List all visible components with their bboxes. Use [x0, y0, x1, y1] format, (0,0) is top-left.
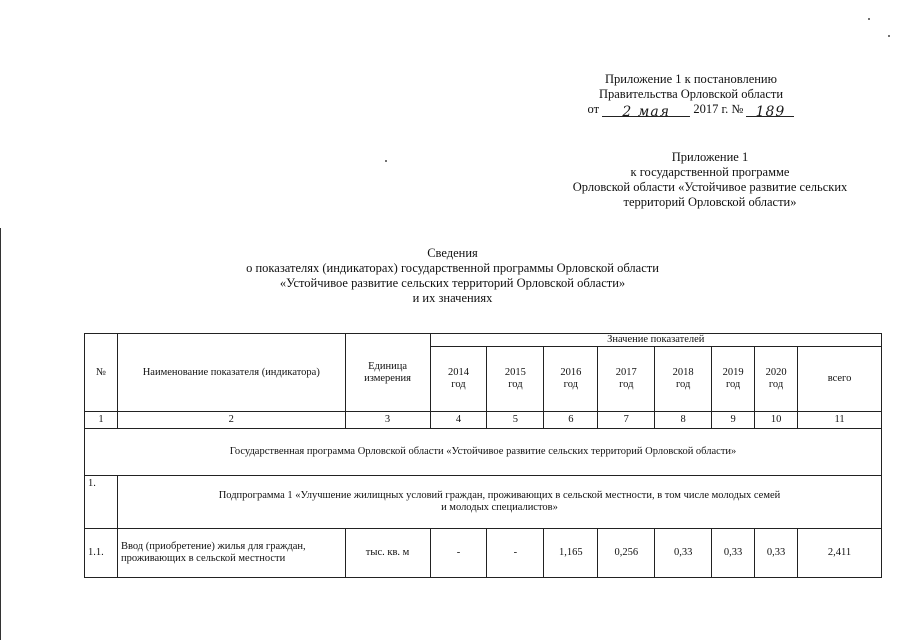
- column-number: 4: [430, 412, 487, 429]
- column-number: 3: [345, 412, 430, 429]
- annex-header: [520, 150, 900, 210]
- annex-line-4: территорий Орловской области»: [623, 195, 797, 209]
- date-year: 2017 г. №: [693, 102, 744, 116]
- header-year: 2020 год: [755, 347, 798, 412]
- title-line-4: и их значениях: [412, 291, 493, 305]
- row-value-2015: -: [487, 529, 544, 578]
- scan-speck: [385, 160, 387, 162]
- indicators-table: [84, 333, 882, 578]
- header-line-2: Правительства Орловской области: [598, 87, 784, 101]
- program-title-row: [85, 429, 882, 476]
- subprogram-title: [117, 476, 881, 529]
- date-prefix: от: [587, 102, 600, 116]
- table-header-row: [85, 334, 882, 347]
- header-year: 2019 год: [712, 347, 755, 412]
- table-row: [85, 529, 882, 578]
- row-value-total: 2,411: [798, 529, 882, 578]
- subprogram-row: [85, 476, 882, 529]
- number-handwritten-field: [746, 103, 794, 120]
- document-title: [0, 246, 905, 306]
- title-line-3: «Устойчивое развитие сельских территорий Орловской области»: [279, 276, 626, 290]
- header-year: 2016 год: [544, 347, 598, 412]
- row-number: 1.1.: [85, 529, 118, 578]
- subprogram-title-line-2: и молодых специалистов»: [441, 502, 558, 513]
- header-year: 2015 год: [487, 347, 544, 412]
- handwritten-date: 2 мая: [622, 104, 670, 120]
- column-numbers-row: [85, 412, 882, 429]
- resolution-header: [561, 72, 821, 120]
- row-value-2016: 1,165: [544, 529, 598, 578]
- row-value-2017: 0,256: [598, 529, 655, 578]
- header-year: 2017 год: [598, 347, 655, 412]
- annex-line-1: Приложение 1: [671, 150, 749, 164]
- row-value-2018: 0,33: [655, 529, 712, 578]
- column-number: 6: [544, 412, 598, 429]
- header-values: Значение показателей: [430, 334, 881, 347]
- header-number: №: [85, 334, 118, 412]
- title-line-1: Сведения: [427, 246, 478, 260]
- header-unit: Единица измерения: [345, 334, 430, 412]
- row-value-2014: -: [430, 529, 487, 578]
- handwritten-number: 189: [755, 104, 786, 120]
- header-date-line: [561, 102, 821, 120]
- header-year: 2014 год: [430, 347, 487, 412]
- column-number: 10: [755, 412, 798, 429]
- column-number: 11: [798, 412, 882, 429]
- column-number: 2: [117, 412, 345, 429]
- scan-speck: [868, 18, 870, 20]
- row-value-2019: 0,33: [712, 529, 755, 578]
- column-number: 8: [655, 412, 712, 429]
- scan-speck: [888, 35, 890, 37]
- subprogram-title-line-1: Подпрограмма 1 «Улучшение жилищных условий граждан, проживающих в сельской местности, в том числе молодых семей: [218, 490, 781, 501]
- row-unit: тыс. кв. м: [345, 529, 430, 578]
- title-line-2: о показателях (индикаторах) государственной программы Орловской области: [246, 261, 659, 275]
- annex-line-3: Орловской области «Устойчивое развитие сельских: [572, 180, 848, 194]
- program-title: Государственная программа Орловской области «Устойчивое развитие сельских территорий Орловской области»: [85, 429, 882, 476]
- row-value-2020: 0,33: [755, 529, 798, 578]
- header-indicator-name: Наименование показателя (индикатора): [117, 334, 345, 412]
- column-number: 9: [712, 412, 755, 429]
- header-year: 2018 год: [655, 347, 712, 412]
- header-total: всего: [798, 347, 882, 412]
- annex-line-2: к государственной программе: [630, 165, 790, 179]
- column-number: 1: [85, 412, 118, 429]
- date-handwritten-field: [602, 103, 690, 120]
- column-number: 7: [598, 412, 655, 429]
- header-line-1: Приложение 1 к постановлению: [605, 72, 777, 86]
- subprogram-number: 1.: [85, 476, 118, 529]
- row-indicator-name: Ввод (приобретение) жилья для граждан, проживающих в сельской местности: [117, 529, 345, 578]
- column-number: 5: [487, 412, 544, 429]
